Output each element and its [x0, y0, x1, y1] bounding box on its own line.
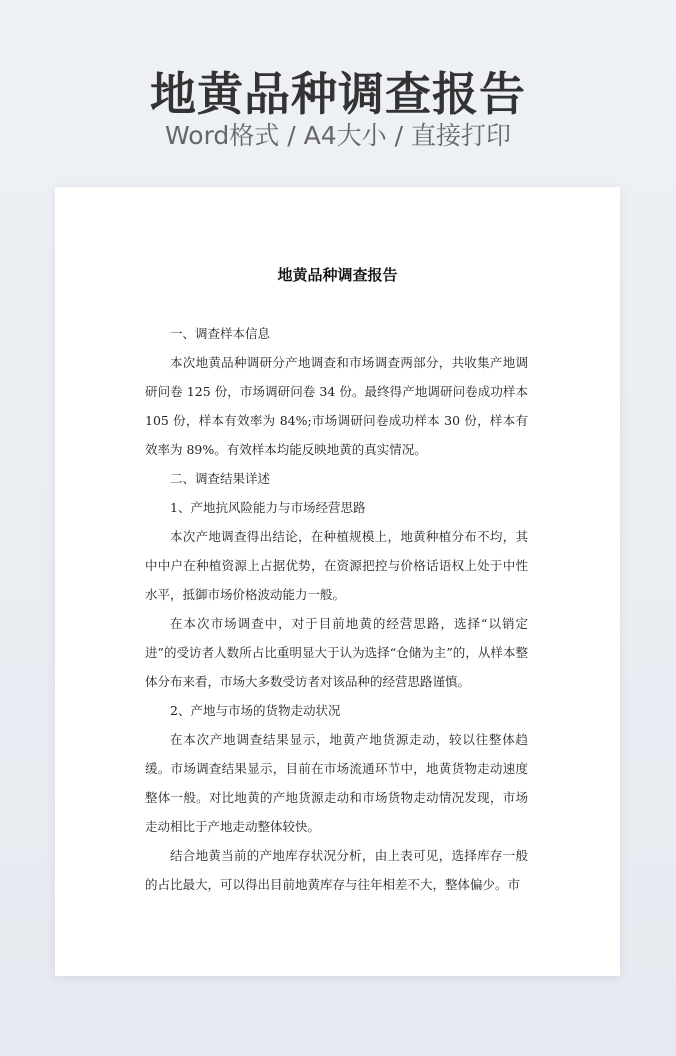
paragraph-sample-info: 本次地黄品种调研分产地调查和市场调查两部分，共收集产地调研问卷 125 份，市场调研问卷 34 份。最终得产地调研问卷成功样本 105 份，样本有效率为 84%;市场调研问卷成功样本 30 份，样本有效率为 89%。有效样本均能反映地黄的真实情况。	[145, 355, 528, 457]
document-body	[145, 319, 528, 899]
banner-subtitle: Word格式 / A4大小 / 直接打印	[165, 121, 511, 150]
paragraph-inventory: 结合地黄当前的产地库存状况分析，由上表可见，选择库存一般的占比最大，可以得出目前地黄库存与往年相差不大，整体偏少。市	[145, 848, 528, 892]
subsection-heading-goods-movement: 2、产地与市场的货物走动状况	[170, 703, 341, 718]
paragraph-goods-movement: 在本次产地调查结果显示，地黄产地货源走动，较以往整体趋缓。市场调查结果显示，目前在市场流通环节中，地黄货物走动速度整体一般。对比地黄的产地货源走动和市场货物走动情况发现，市场走动相比于产地走动整体较快。	[145, 732, 528, 834]
section-heading-sample-info: 一、调查样本信息	[170, 326, 271, 341]
subsection-heading-risk: 1、产地抗风险能力与市场经营思路	[170, 500, 366, 515]
document-title: 地黄品种调查报告	[277, 266, 398, 284]
banner-title: 地黄品种调查报告	[150, 67, 526, 121]
document-page	[55, 187, 620, 976]
section-heading-results: 二、调查结果详述	[170, 471, 271, 486]
paragraph-origin-survey: 本次产地调查得出结论，在种植规模上，地黄种植分布不均，其中中户在种植资源上占据优势，在资源把控与价格话语权上处于中性水平，抵御市场价格波动能力一般。	[145, 529, 528, 602]
paragraph-market-survey: 在本次市场调查中，对于目前地黄的经营思路，选择“以销定进”的受访者人数所占比重明显大于认为选择“仓储为主”的，从样本整体分布来看，市场大多数受访者对该品种的经营思路谨慎。	[145, 616, 528, 689]
